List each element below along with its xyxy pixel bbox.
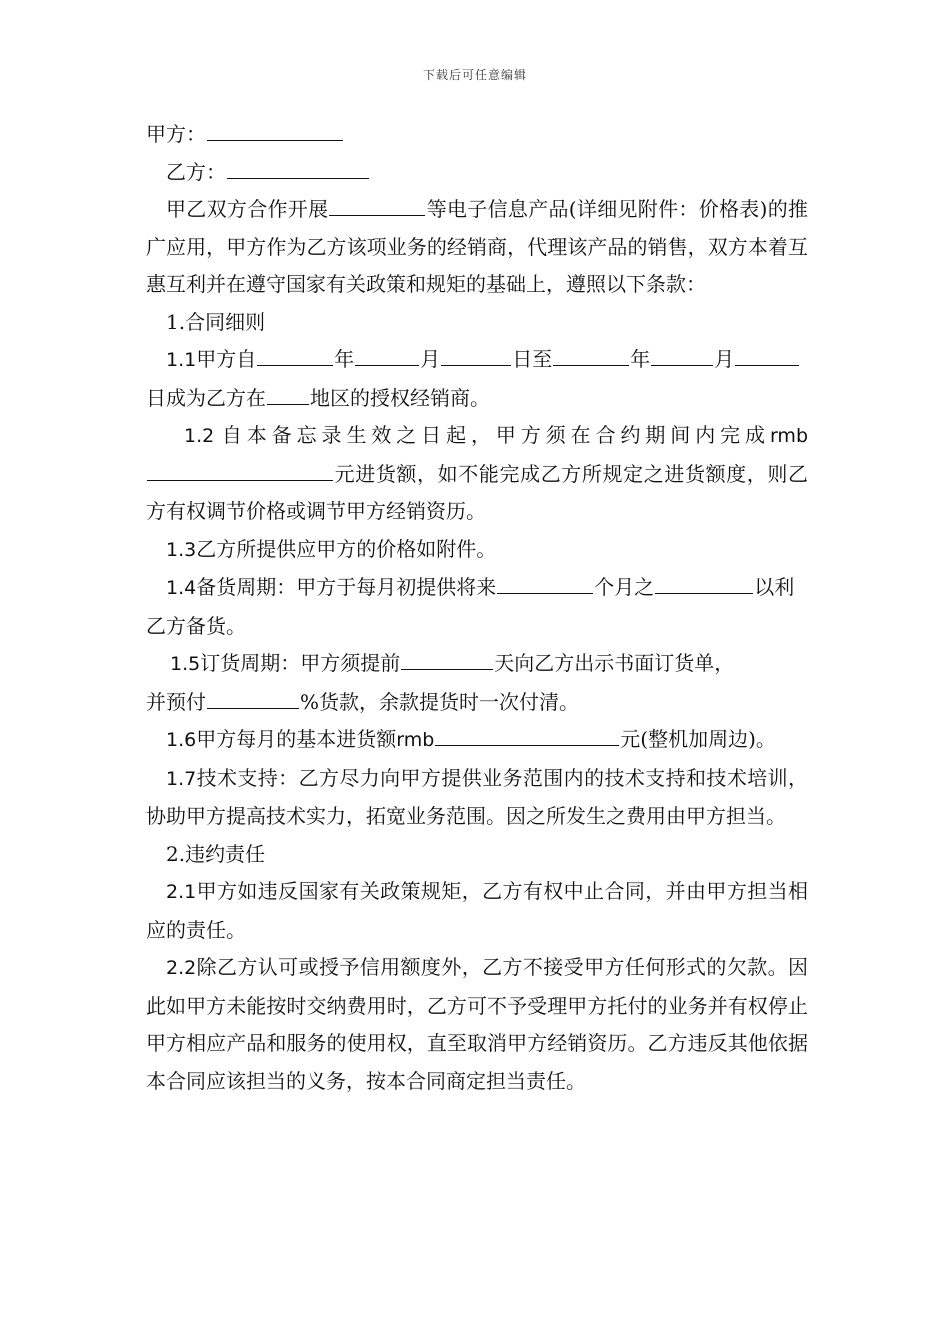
product-blank[interactable] [329, 193, 425, 216]
clause-text: 日成为乙方在 [146, 385, 266, 410]
start-day-blank[interactable] [441, 343, 511, 366]
clause-text: 地区的授权经销商。 [310, 385, 490, 410]
clause-num: 1.4 [166, 577, 197, 599]
clause-1-2 [146, 417, 808, 531]
party-a-label: 甲方： [146, 122, 206, 146]
end-day-blank[interactable] [735, 343, 799, 366]
clause-text: 并预付 [146, 689, 206, 714]
clause-text: 备货周期：甲方于每月初提供将来 [196, 575, 497, 599]
contract-body [146, 116, 808, 1100]
prepay-percent-blank[interactable] [207, 686, 299, 709]
clause-text: 年 [334, 347, 355, 371]
clause-text: 月 [420, 347, 441, 371]
clause-1-3 [146, 531, 808, 570]
clause-1-1 [146, 341, 808, 417]
clause-text: %货款，余款提货时一次付清。 [300, 689, 580, 714]
target-amount-blank[interactable] [147, 458, 333, 481]
days-blank[interactable] [401, 647, 493, 670]
clause-text: 甲方如违反国家有关政策规矩，乙方有权中止合同，并由甲方担当相应的责任。 [146, 879, 808, 942]
clause-text: 乙方所提供应甲方的价格如附件。 [196, 536, 497, 561]
clause-text: 月 [714, 347, 735, 371]
party-a-line [146, 116, 808, 154]
clause-num: 2.1 [166, 881, 197, 903]
clause-text: 年 [630, 347, 651, 371]
currency-label: rmb [396, 729, 435, 751]
section-2-title: 2.违约责任 [166, 841, 266, 866]
intro-text-1: 甲乙双方合作开展 [166, 197, 329, 221]
clause-1-7 [146, 760, 808, 836]
clause-text: 元进货额，如不能完成乙方所规定之进货额度，则乙方有权调节价格或调节甲方经销资历。 [146, 461, 808, 523]
monthly-amount-blank[interactable] [435, 723, 619, 746]
party-b-label: 乙方： [166, 159, 226, 184]
clause-num: 1.6 [166, 729, 197, 751]
clause-text: 甲方自 [196, 347, 257, 371]
clause-text: 自本备忘录生效之日起，甲方须在合约期间内完成 [221, 423, 770, 447]
clause-text: 个月之 [594, 575, 655, 599]
clause-text: 以利乙方备货。 [146, 575, 795, 638]
currency-label: rmb [769, 425, 808, 447]
intro-paragraph [146, 191, 808, 304]
clause-text: 技术支持：乙方尽力向甲方提供业务范围内的技术支持和技术培训，协助甲方提高技术实力，拓宽业务范围。因之所发生之费用由甲方担当。 [146, 765, 808, 828]
section-1-title: 1.合同细则 [166, 309, 266, 334]
clause-text: 订货周期：甲方须提前 [200, 651, 401, 675]
clause-text: 日至 [512, 347, 553, 371]
end-year-blank[interactable] [553, 343, 629, 366]
party-a-blank[interactable] [207, 118, 343, 141]
months-blank[interactable] [497, 571, 593, 594]
clause-text: 除乙方认可或授予信用额度外，乙方不接受甲方任何形式的欠款。因此如甲方未能按时交纳费用时，乙方可不予受理甲方托付的业务并有权停止甲方相应产品和服务的使用权，直至取消甲方经销资历。乙方违反其他依据本合同应该担当的义务，按本合同商定担当责任。 [146, 955, 808, 1093]
page-header-note: 下载后可任意编辑 [422, 68, 527, 82]
clause-num: 1.1 [166, 349, 197, 371]
clause-num: 1.3 [166, 538, 197, 561]
clause-text: 元(整机加周边)。 [620, 727, 776, 751]
end-month-blank[interactable] [651, 343, 713, 366]
clause-num: 1.7 [166, 767, 197, 790]
region-blank[interactable] [267, 382, 309, 405]
quantity-blank[interactable] [655, 571, 753, 594]
clause-num: 2.2 [166, 957, 197, 979]
clause-2-1 [146, 873, 808, 949]
clause-1-6 [146, 721, 808, 760]
intro-text-2: 等电子信息产品(详细见附件：价格表)的推广应用，甲方作为乙方该项业务的经销商，代理该产品的销售，双方本着互惠互利并在遵守国家有关政策和规矩的基础上，遵照以下条款： [146, 197, 809, 296]
clause-num: 1.2 [184, 425, 215, 447]
start-year-blank[interactable] [257, 343, 333, 366]
clause-num: 1.5 [170, 653, 201, 675]
clause-2-2 [146, 949, 808, 1100]
clause-text: 甲方每月的基本进货额 [196, 727, 397, 751]
start-month-blank[interactable] [355, 343, 419, 366]
party-b-blank[interactable] [227, 156, 369, 179]
clause-1-5 [146, 645, 808, 721]
party-b-line [146, 154, 808, 192]
clause-text: 天向乙方出示书面订货单， [494, 651, 735, 675]
clause-1-4 [146, 569, 808, 645]
